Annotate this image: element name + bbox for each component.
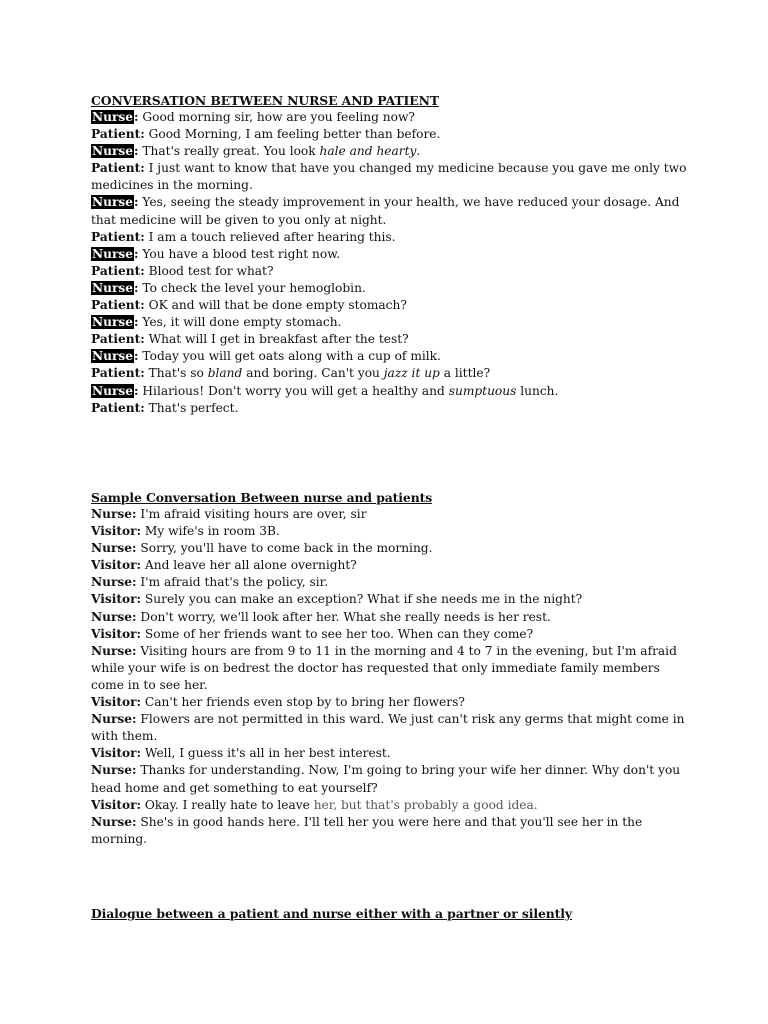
speaker-label: Visitor: — [91, 558, 142, 573]
dialogue-line — [91, 609, 691, 626]
dialogue-line — [91, 331, 691, 348]
speaker-label: Patient — [91, 366, 141, 381]
dialogue-line — [91, 365, 691, 382]
speaker-colon: : — [140, 366, 145, 381]
speaker-colon: : — [140, 263, 145, 278]
speaker-label: Visitor: — [91, 797, 142, 812]
speaker-label: Nurse: — [91, 609, 137, 624]
speaker-label: Nurse: — [91, 643, 137, 658]
line-text: Hilarious! Don't worry you will get a healthy and — [138, 383, 449, 398]
dialogue-line — [91, 797, 691, 814]
line-text: lunch. — [516, 383, 559, 398]
line-text: That's perfect. — [144, 400, 239, 415]
sample-conversation — [91, 489, 691, 848]
speaker-colon: : — [140, 298, 145, 313]
speaker-label: Visitor: — [91, 746, 142, 761]
dialogue-line — [91, 314, 691, 331]
dialogue-line — [91, 591, 691, 608]
sample-dialogue-lines — [91, 506, 691, 848]
sample-conversation-title: Sample Conversation Between nurse and patients — [91, 490, 433, 505]
line-text: and boring. Can't you — [242, 366, 384, 381]
dialogue-line — [91, 160, 691, 194]
conversation-title: CONVERSATION BETWEEN NURSE AND PATIENT — [91, 93, 439, 108]
speaker-colon: : — [134, 110, 139, 124]
line-text: her, but that's probably a good idea. — [313, 797, 538, 812]
dialogue-line — [91, 574, 691, 591]
speaker-label: Visitor: — [91, 626, 142, 641]
line-text: My wife's in room 3B. — [141, 524, 280, 539]
line-text: . — [416, 144, 421, 159]
speaker-label: Nurse: — [91, 507, 137, 521]
speaker-label: Patient — [91, 161, 141, 176]
speaker-label: Nurse: — [91, 712, 137, 727]
speaker-label: Patient — [91, 298, 141, 313]
speaker-label: Patient — [91, 229, 141, 244]
line-text: Well, I guess it's all in her best interest. — [141, 746, 391, 761]
dialogue-line — [91, 762, 691, 796]
dialogue-line — [91, 126, 691, 143]
dialogue-line — [91, 400, 691, 417]
dialogue-section — [91, 905, 691, 922]
speaker-label: Nurse: — [91, 541, 137, 556]
nurse-patient-conversation — [91, 92, 691, 417]
speaker-colon: : — [134, 246, 139, 261]
line-text: Visiting hours are from 9 to 11 in the morning and 4 to 7 in the evening, but I'm afraid while your wife is on bedrest the doctor has requested that only immediate family members come in to see her. — [91, 643, 677, 692]
line-text: Good morning sir, how are you feeling now? — [138, 110, 415, 124]
line-text: What will I get in breakfast after the test? — [144, 332, 409, 347]
dialogue-line — [91, 540, 691, 557]
line-text: Good Morning, I am feeling better than before. — [144, 127, 441, 142]
line-text: OK and will that be done empty stomach? — [144, 298, 407, 313]
line-text: Flowers are not permitted in this ward. We just can't risk any germs that might come in with them. — [91, 712, 685, 744]
line-text: That's really great. You look — [138, 144, 320, 159]
line-text: Today you will get oats along with a cup of milk. — [138, 349, 441, 364]
line-text: hale and hearty — [319, 144, 417, 159]
speaker-label: Patient — [91, 332, 141, 347]
line-text: Don't worry, we'll look after her. What she really needs is her rest. — [136, 609, 551, 624]
dialogue-line — [91, 557, 691, 574]
line-text: Thanks for understanding. Now, I'm going to bring your wife her dinner. Why don't you head home and get something to eat yourself? — [91, 763, 681, 795]
line-text: Can't her friends even stop by to bring her flowers? — [141, 695, 465, 710]
speaker-label: Visitor: — [91, 592, 142, 607]
line-text: That's so — [144, 366, 208, 381]
line-text: She's in good hands here. I'll tell her you were here and that you'll see her in the morning. — [91, 814, 643, 846]
speaker-colon: : — [134, 280, 139, 295]
speaker-colon: : — [140, 229, 145, 244]
speaker-label: Nurse — [92, 144, 134, 159]
line-text: You have a blood test right now. — [138, 246, 341, 261]
dialogue-line — [91, 194, 691, 228]
dialogue-line — [91, 506, 691, 523]
speaker-label: Nurse — [92, 110, 134, 124]
dialogue-line — [91, 229, 691, 246]
line-text: Yes, it will done empty stomach. — [138, 315, 342, 330]
line-text: jazz it up — [383, 366, 440, 381]
speaker-colon: : — [134, 315, 139, 330]
speaker-label: Patient — [91, 127, 141, 142]
line-text: Yes, seeing the steady improvement in your health, we have reduced your dosage. And that medicine will be given to you only at night. — [91, 195, 680, 227]
dialogue-line — [91, 297, 691, 314]
speaker-colon: : — [140, 332, 145, 347]
line-text: I just want to know that have you changed my medicine because you gave me only two medicines in the morning. — [91, 161, 687, 193]
line-text: Okay. I really hate to leave — [141, 797, 314, 812]
speaker-label: Visitor: — [91, 695, 142, 710]
line-text: I'm afraid that's the policy, sir. — [136, 575, 328, 590]
line-text: sumptuous — [448, 383, 517, 398]
dialogue-line — [91, 280, 691, 297]
speaker-label: Patient — [91, 263, 141, 278]
dialogue-title: Dialogue between a patient and nurse either with a partner or silently — [91, 906, 572, 921]
line-text: To check the level your hemoglobin. — [138, 280, 366, 295]
line-text: a little? — [439, 366, 491, 381]
speaker-label: Nurse: — [91, 575, 137, 590]
dialogue-line — [91, 263, 691, 280]
speaker-label: Visitor: — [91, 524, 142, 539]
line-text: I'm afraid visiting hours are over, sir — [136, 507, 367, 521]
speaker-label: Nurse — [92, 246, 134, 261]
dialogue-line — [91, 745, 691, 762]
speaker-colon: : — [134, 195, 139, 210]
dialogue-line — [91, 246, 691, 263]
dialogue-lines — [91, 109, 691, 417]
dialogue-line — [91, 523, 691, 540]
speaker-label: Nurse — [92, 280, 134, 295]
dialogue-line — [91, 694, 691, 711]
line-text: Some of her friends want to see her too. When can they come? — [141, 626, 534, 641]
dialogue-line — [91, 814, 691, 848]
speaker-label: Nurse: — [91, 763, 137, 778]
dialogue-line — [91, 711, 691, 745]
speaker-label: Nurse: — [91, 814, 137, 829]
speaker-colon: : — [134, 383, 139, 398]
line-text: I am a touch relieved after hearing this. — [144, 229, 396, 244]
dialogue-line — [91, 626, 691, 643]
dialogue-line — [91, 143, 691, 160]
speaker-label: Nurse — [92, 349, 134, 364]
line-text: Sorry, you'll have to come back in the morning. — [136, 541, 433, 556]
speaker-colon: : — [140, 400, 145, 415]
speaker-label: Patient — [91, 400, 141, 415]
speaker-colon: : — [134, 349, 139, 364]
speaker-colon: : — [134, 144, 139, 159]
speaker-colon: : — [140, 161, 145, 176]
line-text: bland — [207, 366, 243, 381]
dialogue-line — [91, 109, 691, 126]
speaker-label: Nurse — [92, 383, 134, 398]
line-text: And leave her all alone overnight? — [141, 558, 357, 573]
speaker-colon: : — [140, 127, 145, 142]
speaker-label: Nurse — [92, 315, 134, 330]
dialogue-line — [91, 383, 691, 400]
dialogue-line — [91, 643, 691, 694]
dialogue-line — [91, 348, 691, 365]
speaker-label: Nurse — [92, 195, 134, 210]
line-text: Surely you can make an exception? What if she needs me in the night? — [141, 592, 583, 607]
line-text: Blood test for what? — [144, 263, 274, 278]
